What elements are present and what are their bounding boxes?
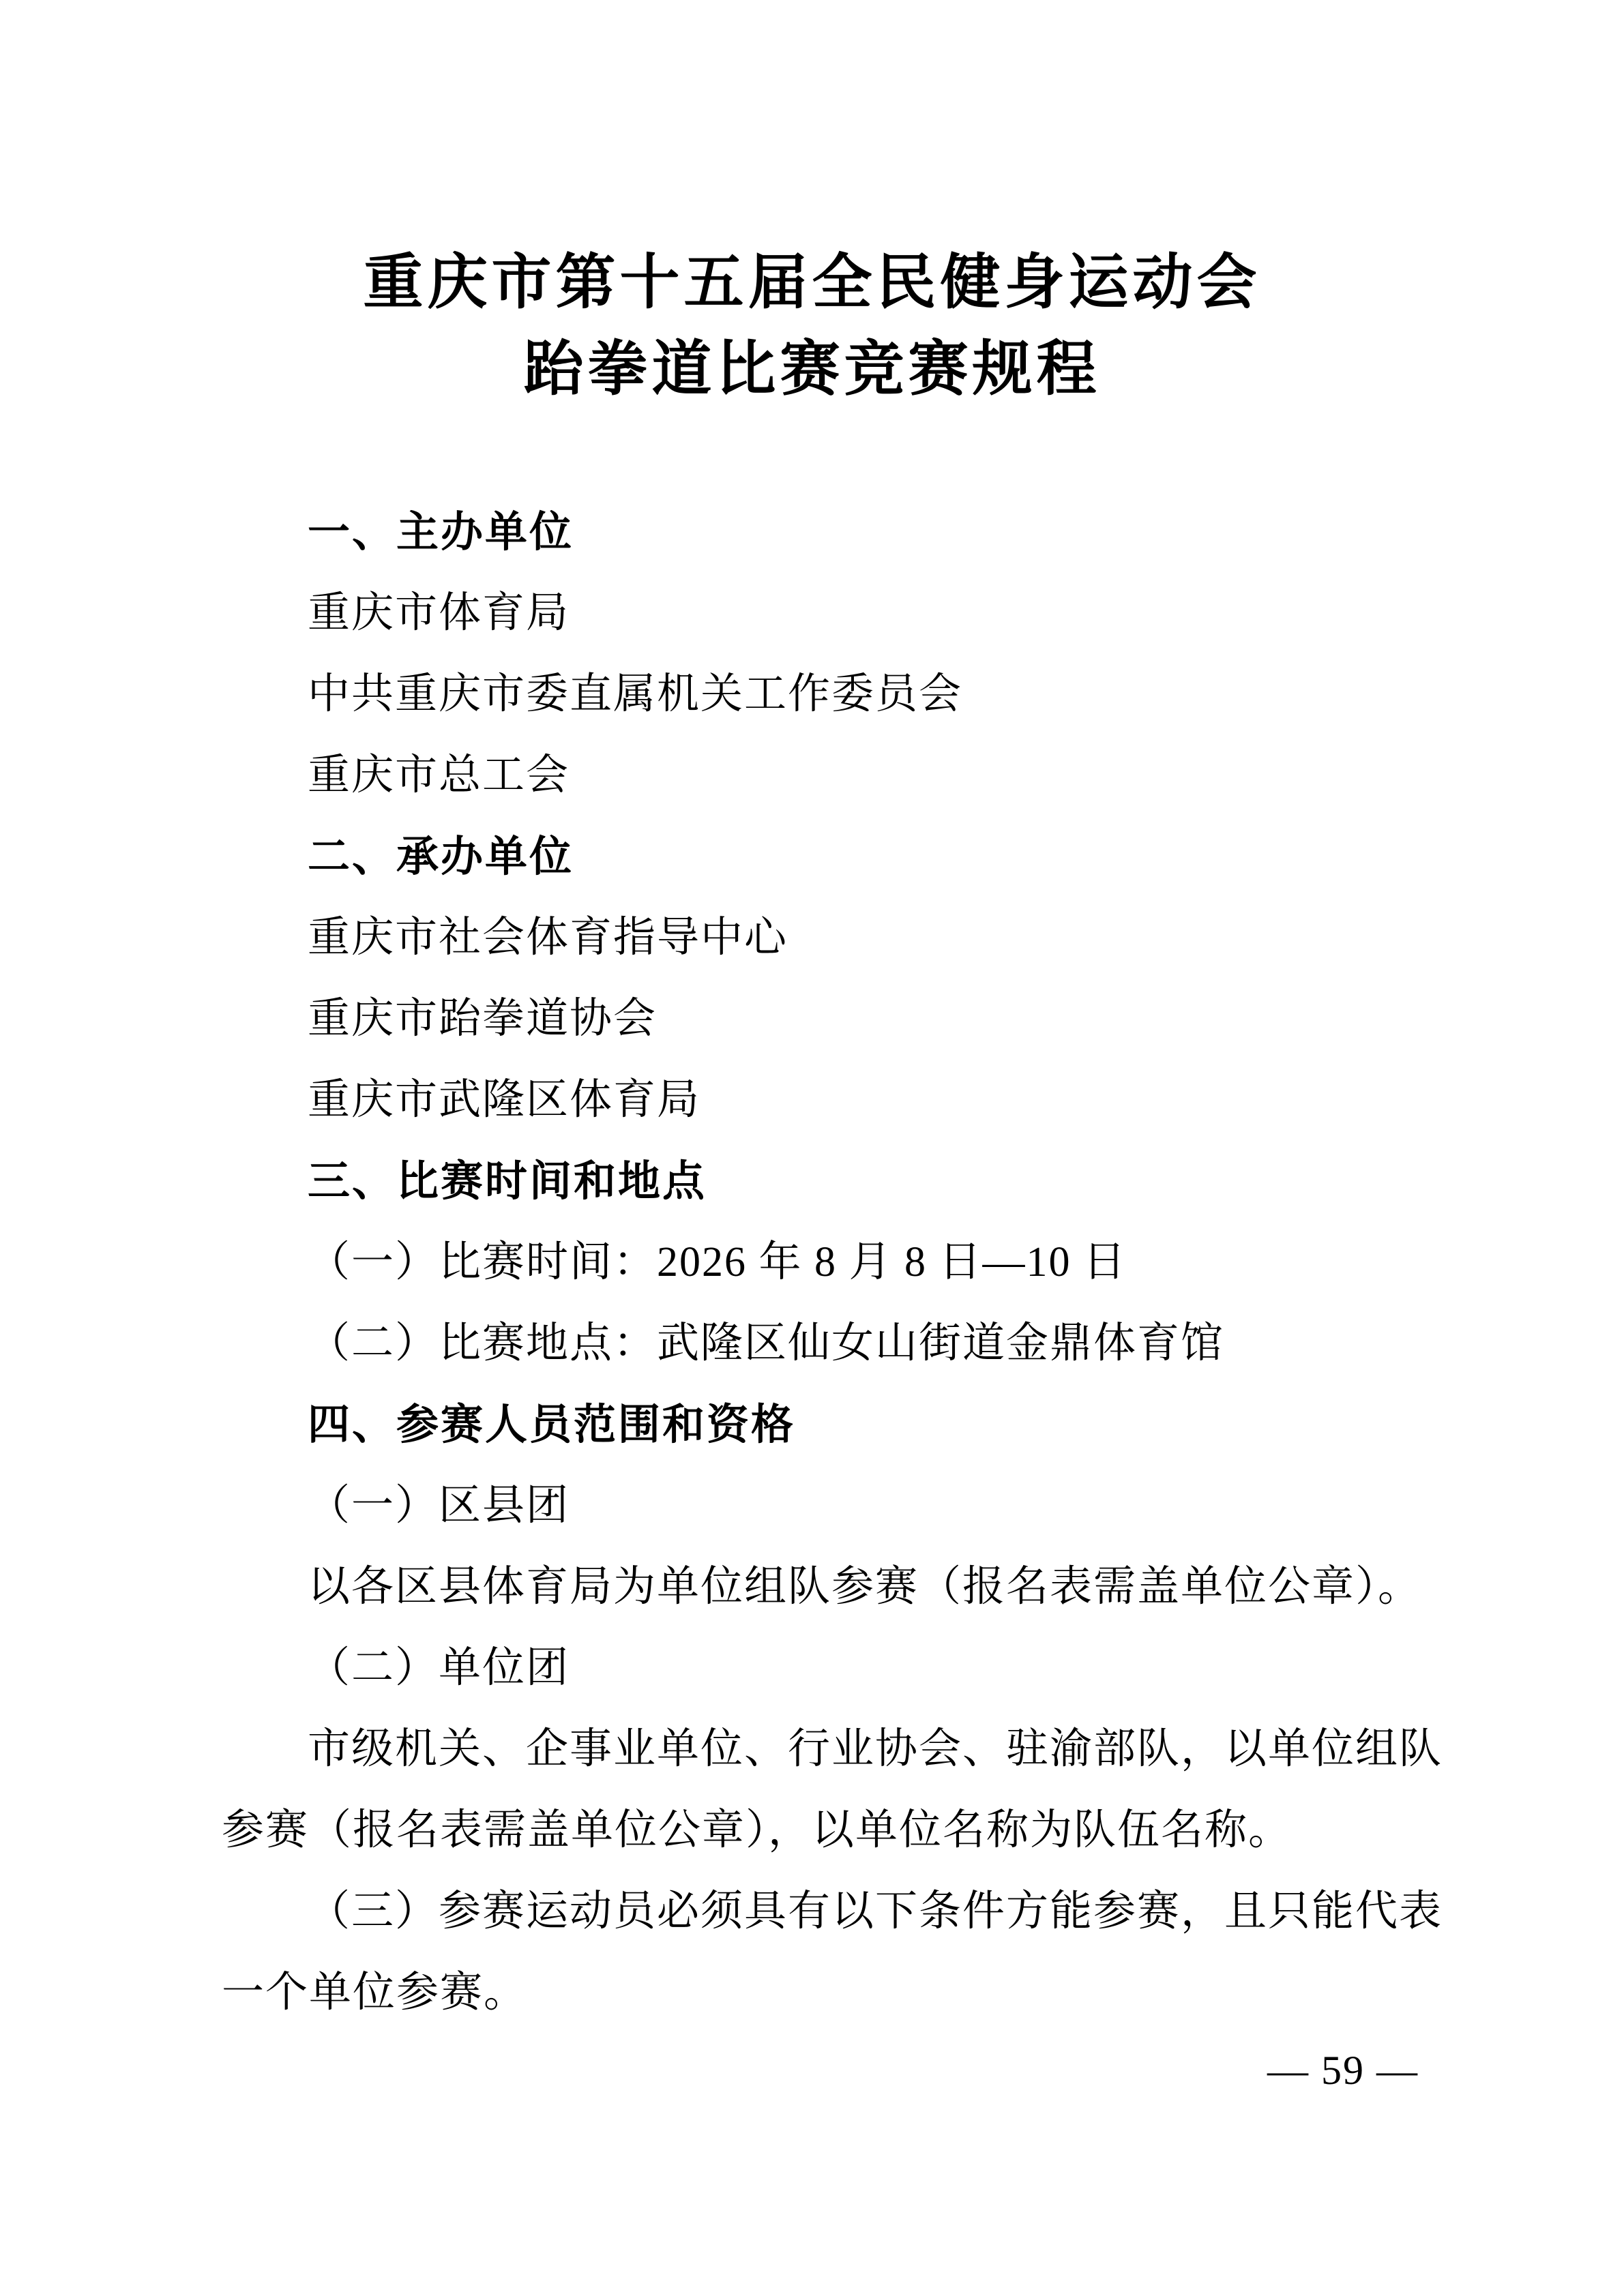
document-body [222, 492, 1443, 2033]
competition-time: （一）比赛时间：2026 年 8 月 8 日—10 日 [308, 1239, 1127, 1285]
document-title [0, 240, 1624, 413]
participant-item-1-detail: 以各区县体育局为单位组队参赛（报名表需盖单位公章）。 [308, 1564, 1422, 1610]
host-org-1: 重庆市体育局 [308, 590, 570, 636]
participant-item-3-line-1: （三）参赛运动员必须具有以下条件方能参赛，且只能代表 [308, 1888, 1443, 1935]
undertaker-org-2: 重庆市跆拳道协会 [308, 996, 658, 1042]
undertaker-org-3: 重庆市武隆区体育局 [308, 1077, 701, 1123]
title-line-1: 重庆市第十五届全民健身运动会 [363, 250, 1261, 316]
host-org-3: 重庆市总工会 [308, 752, 570, 799]
competition-venue: （二）比赛地点：武隆区仙女山街道金鼎体育馆 [308, 1320, 1225, 1367]
section-2-heading: 二、承办单位 [308, 833, 574, 880]
page-number: — 59 — [1267, 2048, 1419, 2093]
participant-item-2: （二）单位团 [308, 1645, 570, 1691]
participant-item-2-detail-line-1: 市级机关、企事业单位、行业协会、驻渝部队，以单位组队 [308, 1726, 1443, 1772]
host-org-2: 中共重庆市委直属机关工作委员会 [308, 671, 963, 717]
participant-item-2-detail-line-2: 参赛（报名表需盖单位公章），以单位名称为队伍名称。 [222, 1807, 1293, 1853]
participant-item-3-line-2: 一个单位参赛。 [222, 1969, 528, 2016]
participant-item-1: （一）区县团 [308, 1482, 570, 1529]
section-3-heading: 三、比赛时间和地点 [308, 1158, 707, 1205]
section-4-heading: 四、参赛人员范围和资格 [308, 1401, 796, 1448]
undertaker-org-1: 重庆市社会体育指导中心 [308, 914, 788, 961]
section-1-heading: 一、主办单位 [308, 509, 574, 556]
title-line-2: 跆拳道比赛竞赛规程 [523, 337, 1101, 403]
